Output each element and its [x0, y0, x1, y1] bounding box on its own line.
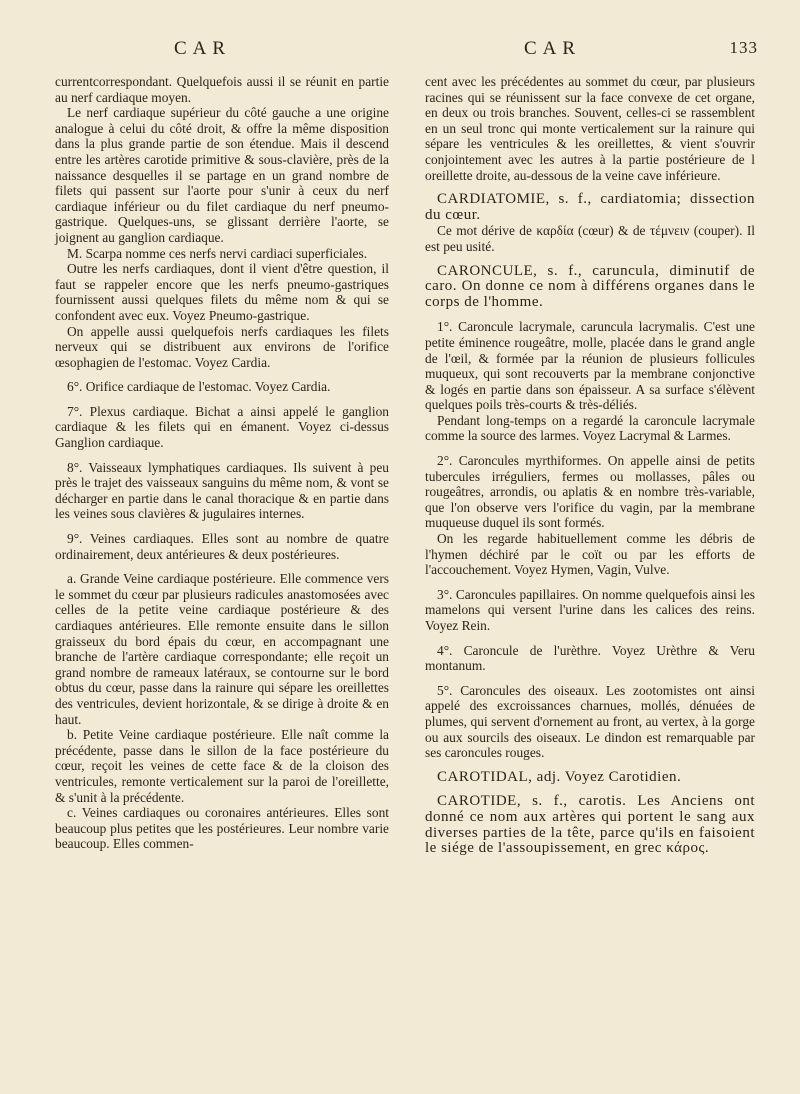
- right-column: [425, 74, 755, 857]
- subentry: 5°. Caroncules des oiseaux. Les zootomistes ont ainsi appelé des excroissances charnues, mollés, dénuées de plumes, qui servent d'ornement au front, au vertex, à la gorge ou aux sourcils des oiseaux. Le dindon est remarquable par ses caroncules rouges.: [425, 682, 755, 761]
- paragraph: cent avec les précédentes au sommet du cœur, par plusieurs racines qui se réunissent sur la face convexe de cet organe, en deux ou trois branches. Souvent, celles-ci se rassemblent en un seul tronc qui monte verticalement sur la rainure qui sépare les ventricules & les oreillettes, & vient s'ouvrir conjointement avec les autres à la partie postérieure de l oreillette droite, au-dessous de la veine cave inférieure.: [425, 74, 755, 183]
- subentry: 3°. Caroncules papillaires. On nomme quelquefois ainsi les mamelons qui versent l'urine dans les calices des reins. Voyez Rein.: [425, 586, 755, 633]
- subentry: 8°. Vaisseaux lymphatiques cardiaques. Ils suivent à peu près le trajet des vaisseaux sanguins du même nom, & vont se décharger en partie dans le canal thoracique & en partie dans les veines sous clavières & jugulaires internes.: [55, 459, 389, 522]
- paragraph: Outre les nerfs cardiaques, dont il vient d'être question, il faut se rappeler encore que les nerfs pneumo-gastriques fournissent aussi quelques filets du même nom & qui se confondent avec eux. Voyez Pneumo-gastrique.: [55, 261, 389, 323]
- subentry: 1°. Caroncule lacrymale, caruncula lacrymalis. C'est une petite éminence rougeâtre, molle, placée dans le grand angle de l'œil, & formée par la réunion de plusieurs follicules muqueux, qui sont recouverts par la membrane conjonctive & logés en partie dans son épaisseur. A sa surface s'élèvent quelques poils très-courts & très-déliés.: [425, 319, 755, 413]
- subentry: 9°. Veines cardiaques. Elles sont au nombre de quatre ordinairement, deux antérieures & deux postérieures.: [55, 531, 389, 562]
- paragraph: On les regarde habituellement comme les débris de l'hymen déchiré par le coït ou par les efforts de l'accouchement. Voyez Hymen, Vagin, Vulve.: [425, 531, 755, 578]
- running-head: [56, 38, 758, 66]
- paragraph: b. Petite Veine cardiaque postérieure. Elle naît comme la précédente, passe dans le sillon de la face postérieure du cœur, reçoit les veines de cette face & de la cloison des ventricules, remonte verticalement sur la paroi de l'oreillette, & s'unit à la précédente.: [55, 727, 389, 805]
- paragraph: Pendant long-temps on a regardé la caroncule lacrymale comme la source des larmes. Voyez Lacrymal & Larmes.: [425, 412, 755, 444]
- subentry: 7°. Plexus cardiaque. Bichat a ainsi appelé le ganglion cardiaque & les filets qui en émanent. Voyez ci-dessus Ganglion cardiaque.: [55, 403, 389, 451]
- running-head-right: CAR: [524, 38, 582, 59]
- left-column: [55, 74, 389, 852]
- headword-entry: CAROTIDAL, adj. Voyez Carotidien.: [437, 768, 682, 785]
- paragraph: a. Grande Veine cardiaque postérieure. Elle commence vers le sommet du cœur par plusieurs radicules anastomosées avec celles de la petite veine cardiaque postérieure & des cardiaques antérieures. Elle remonte ensuite dans le sillon graisseux du bord épais du cœur, en accompagnant une branche de l'artère cardiaque correspondante; elle reçoit un grand nombre de rameaux latéraux, se contourne sur le bord obtus du cœur, passe dans la rainure qui sépare les oreillettes des ventricules, devient horizontale, & se dirige à droite & en haut.: [55, 571, 389, 727]
- subentry: 2°. Caroncules myrthiformes. On appelle ainsi de petits tubercules irréguliers, fermes ou mollasses, pâles ou rougeâtres, arrondis, ou aplatis & en nombre très-variable, que l'on observe vers l'orifice du vagin, par la membrane muqueuse duquel ils sont formés.: [425, 453, 755, 531]
- headword-entry: CARDIATOMIE, s. f., cardiatomia; dissection du cœur.: [425, 191, 755, 223]
- paragraph: Le nerf cardiaque supérieur du côté gauche a une origine analogue à celui du côté droit, & offre la même disposition dans la plus grande partie de son étendue. Mais il descend entre les artères carotide primitive & sous-clavière, près de la naissance desquelles il se partage en un grand nombre de filets qui passent sur l'aorte pour s'unir à ceux du nerf cardiaque inférieur ou du filet cardiaque du nerf pneumo-gastrique. Quelques-uns, se glissant derrière l'aorte, se joignent au ganglion cardiaque.: [55, 105, 389, 245]
- paragraph: M. Scarpa nomme ces nerfs nervi cardiaci superficiales.: [67, 245, 368, 261]
- paragraph: Ce mot dérive de καρδία (cœur) & de τέμνειν (couper). Il est peu usité.: [425, 223, 755, 254]
- running-head-left: CAR: [174, 38, 232, 59]
- subentry: 4°. Caroncule de l'urèthre. Voyez Urèthre & Veru montanum.: [425, 642, 755, 674]
- paragraph: c. Veines cardiaques ou coronaires antérieures. Elles sont beaucoup plus petites que les postérieures. Leur nombre varie beaucoup. Elles commen-: [55, 805, 389, 852]
- subentry: 6°. Orifice cardiaque de l'estomac. Voyez Cardia.: [67, 379, 331, 395]
- paragraph: On appelle aussi quelquefois nerfs cardiaques les filets nerveux qui se distribuent aux environs de l'orifice œsophagien de l'estomac. Voyez Cardia.: [55, 323, 389, 370]
- column-gutter: [410, 74, 411, 1074]
- paragraph: currentcorrespondant. Quelquefois aussi il se réunit en partie au nerf cardiaque moyen.: [55, 74, 389, 105]
- headword-entry: CARONCULE, s. f., caruncula, diminutif de caro. On donne ce nom à différens organes dans le corps de l'homme.: [425, 262, 755, 310]
- page-number: 133: [729, 38, 758, 57]
- headword-entry: CAROTIDE, s. f., carotis. Les Anciens ont donné ce nom aux artères qui portent le sang aux diverses parties de la tête, parce qu'ils en faisoient le siége de l'assoupissement, en grec κάρος.: [425, 793, 755, 857]
